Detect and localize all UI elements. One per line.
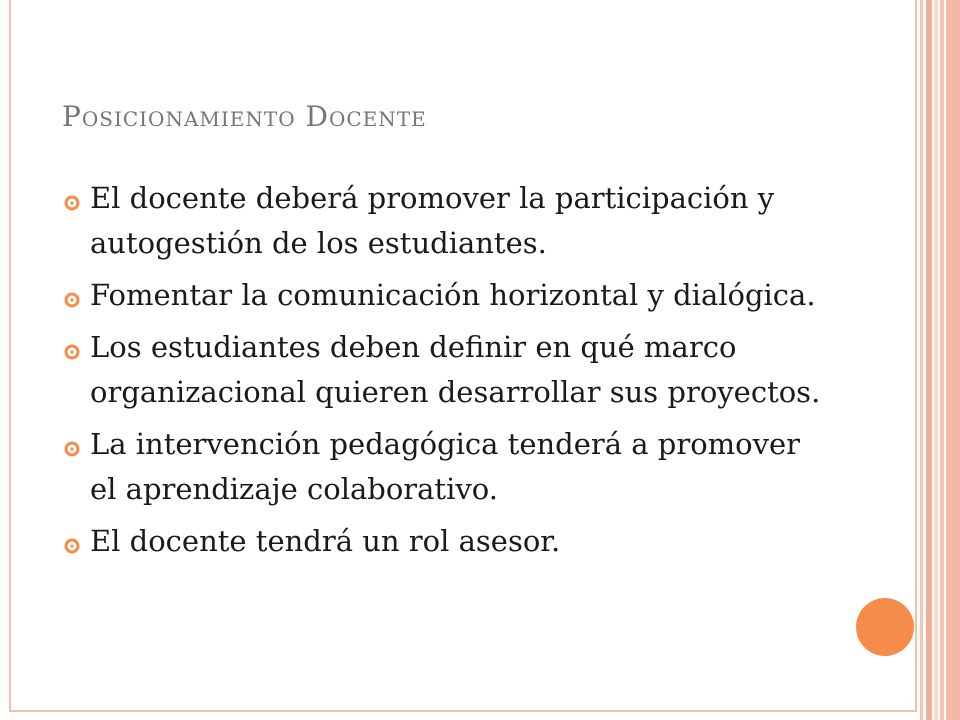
decorative-stripe [946, 0, 960, 720]
decorative-stripe [926, 0, 932, 720]
bullet-icon [64, 195, 80, 211]
decorative-circle [856, 598, 914, 656]
bullet-text: Los estudiantes deben definir en qué marco organizacional quieren desarrollar sus proyectos. [90, 330, 821, 409]
bullet-icon [64, 292, 80, 308]
bullet-icon [64, 538, 80, 554]
bullet-text: El docente deberá promover la participación y autogestión de los estudiantes. [90, 181, 775, 260]
bullet-list [62, 176, 822, 571]
list-item [62, 176, 822, 266]
list-item [62, 422, 822, 512]
slide-title: Posicionamiento Docente [62, 100, 427, 133]
bullet-text: El docente tendrá un rol asesor. [90, 524, 561, 558]
bullet-icon [64, 344, 80, 360]
list-item [62, 273, 822, 318]
list-item [62, 519, 822, 564]
decorative-stripe [934, 0, 938, 720]
bullet-text: La intervención pedagógica tenderá a promover el aprendizaje colaborativo. [90, 427, 801, 506]
bullet-icon [64, 441, 80, 457]
bullet-text: Fomentar la comunicación horizontal y dialógica. [90, 278, 816, 312]
decorative-stripe [940, 0, 944, 720]
decorative-stripe [920, 0, 923, 720]
list-item [62, 325, 822, 415]
